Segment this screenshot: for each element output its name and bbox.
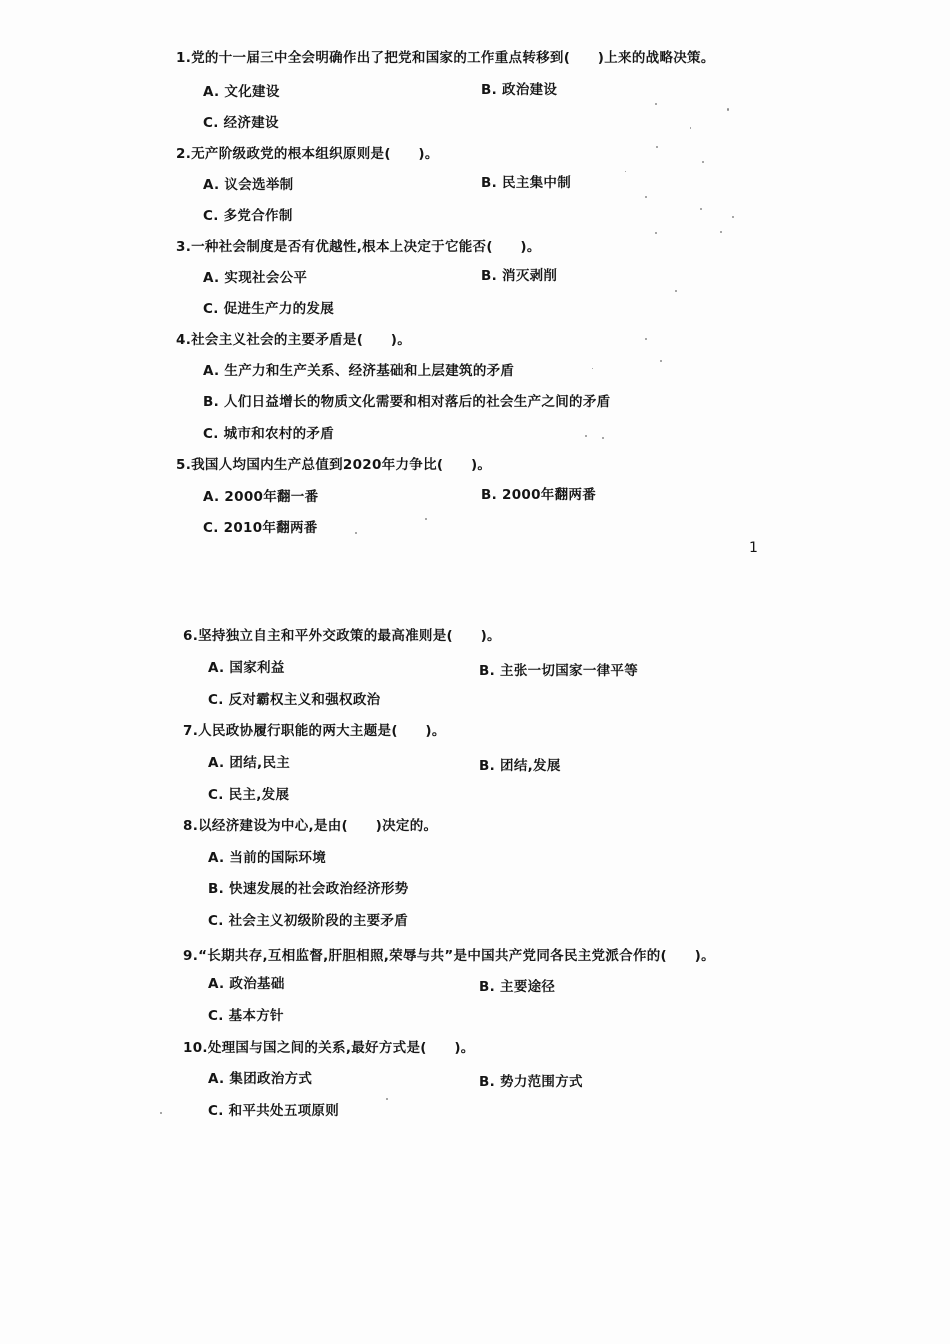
scan-speck (702, 161, 704, 163)
question-3-option-c: C. 促进生产力的发展 (203, 301, 335, 317)
question-6-option-a: A. 国家利益 (208, 660, 285, 676)
question-7-stem: 7.人民政协履行职能的两大主题是( )。 (183, 723, 446, 739)
scan-speck (656, 146, 658, 148)
question-9-option-a: A. 政治基础 (208, 976, 285, 992)
question-1-stem: 1.党的十一届三中全会明确作出了把党和国家的工作重点转移到( )上来的战略决策。 (176, 50, 715, 66)
question-8-option-c: C. 社会主义初级阶段的主要矛盾 (208, 913, 409, 929)
scan-speck (160, 1112, 162, 1114)
question-6-option-c: C. 反对霸权主义和强权政治 (208, 692, 381, 708)
question-2-option-c: C. 多党合作制 (203, 208, 293, 224)
question-2-option-a: A. 议会选举制 (203, 177, 294, 193)
scan-speck (690, 127, 691, 129)
scan-speck (732, 216, 734, 218)
question-5-option-a: A. 2000年翻一番 (203, 489, 319, 505)
question-3-option-b: B. 消灭剥削 (481, 268, 558, 284)
scan-speck (386, 1098, 388, 1100)
question-2-option-b: B. 民主集中制 (481, 175, 572, 191)
question-5-stem: 5.我国人均国内生产总值到2020年力争比( )。 (176, 457, 492, 473)
question-7-option-b: B. 团结,发展 (479, 758, 561, 774)
question-1-option-b: B. 政治建设 (481, 82, 558, 98)
scan-speck (625, 171, 626, 172)
scan-speck (592, 368, 593, 369)
question-10-option-a: A. 集团政治方式 (208, 1071, 313, 1087)
question-8-option-a: A. 当前的国际环境 (208, 850, 327, 866)
question-8-option-b: B. 快速发展的社会政治经济形势 (208, 881, 409, 897)
scan-speck (675, 290, 677, 292)
scan-speck (645, 338, 647, 340)
scan-speck (727, 108, 729, 111)
question-4-option-a: A. 生产力和生产关系、经济基础和上层建筑的矛盾 (203, 363, 515, 379)
question-9-option-b: B. 主要途径 (479, 979, 556, 995)
question-1-option-c: C. 经济建设 (203, 115, 279, 131)
question-2-stem: 2.无产阶级政党的根本组织原则是( )。 (176, 146, 439, 162)
question-4-option-b: B. 人们日益增长的物质文化需要和相对落后的社会生产之间的矛盾 (203, 394, 611, 410)
scan-speck (720, 231, 722, 233)
scan-speck (425, 518, 427, 520)
question-10-option-c: C. 和平共处五项原则 (208, 1103, 340, 1119)
question-3-option-a: A. 实现社会公平 (203, 270, 308, 286)
page-number: 1 (749, 540, 759, 556)
question-9-option-c: C. 基本方针 (208, 1008, 284, 1024)
scan-speck (700, 208, 702, 210)
question-7-option-a: A. 团结,民主 (208, 755, 291, 771)
question-10-stem: 10.处理国与国之间的关系,最好方式是( )。 (183, 1040, 475, 1056)
question-3-stem: 3.一种社会制度是否有优越性,根本上决定于它能否( )。 (176, 239, 541, 255)
question-4-option-c: C. 城市和农村的矛盾 (203, 426, 335, 442)
question-6-option-b: B. 主张一切国家一律平等 (479, 663, 639, 679)
scan-speck (655, 103, 657, 105)
question-9-stem: 9.“长期共存,互相监督,肝胆相照,荣辱与共”是中国共产党同各民主党派合作的( )。 (183, 948, 715, 964)
scan-speck (655, 232, 657, 234)
question-1-option-a: A. 文化建设 (203, 84, 280, 100)
scan-speck (602, 437, 604, 439)
scan-speck (660, 360, 662, 362)
scan-speck (585, 435, 587, 437)
question-10-option-b: B. 势力范围方式 (479, 1074, 583, 1090)
question-6-stem: 6.坚持独立自主和平外交政策的最高准则是( )。 (183, 628, 501, 644)
question-5-option-c: C. 2010年翻两番 (203, 520, 318, 536)
question-4-stem: 4.社会主义社会的主要矛盾是( )。 (176, 332, 412, 348)
question-8-stem: 8.以经济建设为中心,是由( )决定的。 (183, 818, 438, 834)
scan-speck (355, 532, 357, 534)
question-7-option-c: C. 民主,发展 (208, 787, 290, 803)
question-5-option-b: B. 2000年翻两番 (481, 487, 596, 503)
scan-speck (645, 196, 647, 198)
